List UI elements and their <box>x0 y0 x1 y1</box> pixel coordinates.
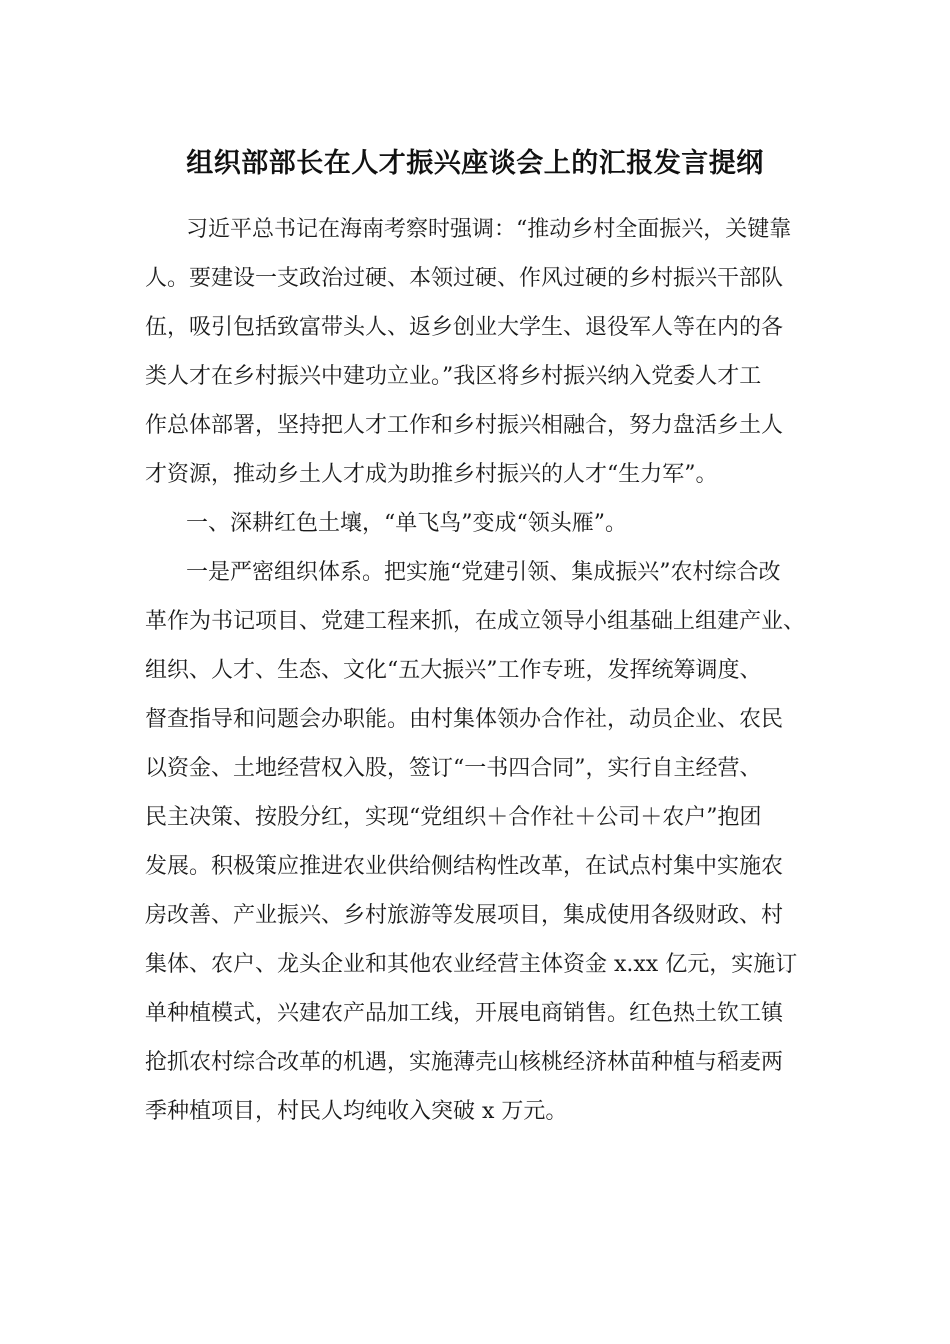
text-line: 房改善、产业振兴、乡村旅游等发展项目，集成使用各级财政、村 <box>145 903 784 928</box>
text-line: 作总体部署，坚持把人才工作和乡村振兴相融合，努力盘活乡土人 <box>145 413 784 438</box>
text-line: 集体、农户、龙头企业和其他农业经营主体资金 x.xx 亿元，实施订 <box>145 952 798 977</box>
text-line: 抢抓农村综合改革的机遇，实施薄壳山核桃经济林苗种植与稻麦两 <box>145 1050 784 1075</box>
document-title: 组织部部长在人才振兴座谈会上的汇报发言提纲 <box>186 148 764 179</box>
text-line: 类人才在乡村振兴中建功立业。”我区将乡村振兴纳入党委人才工 <box>145 364 762 389</box>
document-body <box>145 205 830 1136</box>
text-line: 单种植模式，兴建农产品加工线，开展电商销售。红色热土钦工镇 <box>145 1001 784 1026</box>
text-line: 发展。积极策应推进农业供给侧结构性改革，在试点村集中实施农 <box>145 854 784 879</box>
section-heading: 一、深耕红色土壤，“单飞鸟”变成“领头雁”。 <box>186 511 627 536</box>
text-line: 革作为书记项目、党建工程来抓，在成立领导小组基础上组建产业、 <box>145 609 806 634</box>
text-line: 以资金、土地经营权入股，签订“一书四合同”，实行自主经营、 <box>145 756 762 781</box>
text-line: 一是严密组织体系。把实施“党建引领、集成振兴”农村综合改 <box>186 560 781 585</box>
text-line: 季种植项目，村民人均纯收入突破 x 万元。 <box>145 1099 568 1124</box>
text-line: 才资源，推动乡土人才成为助推乡村振兴的人才“生力军”。 <box>145 462 718 487</box>
text-line: 督查指导和问题会办职能。由村集体领办合作社，动员企业、农民 <box>145 707 784 732</box>
text-line: 人。要建设一支政治过硬、本领过硬、作风过硬的乡村振兴干部队 <box>145 266 784 291</box>
text-line: 伍，吸引包括致富带头人、返乡创业大学生、退役军人等在内的各 <box>145 315 784 340</box>
text-line: 组织、人才、生态、文化“五大振兴”工作专班，发挥统筹调度、 <box>145 658 762 683</box>
text-line: 民主决策、按股分红，实现“党组织＋合作社＋公司＋农户”抱团 <box>145 805 762 830</box>
text-line: 习近平总书记在海南考察时强调：“推动乡村全面振兴，关键靠 <box>186 217 792 242</box>
